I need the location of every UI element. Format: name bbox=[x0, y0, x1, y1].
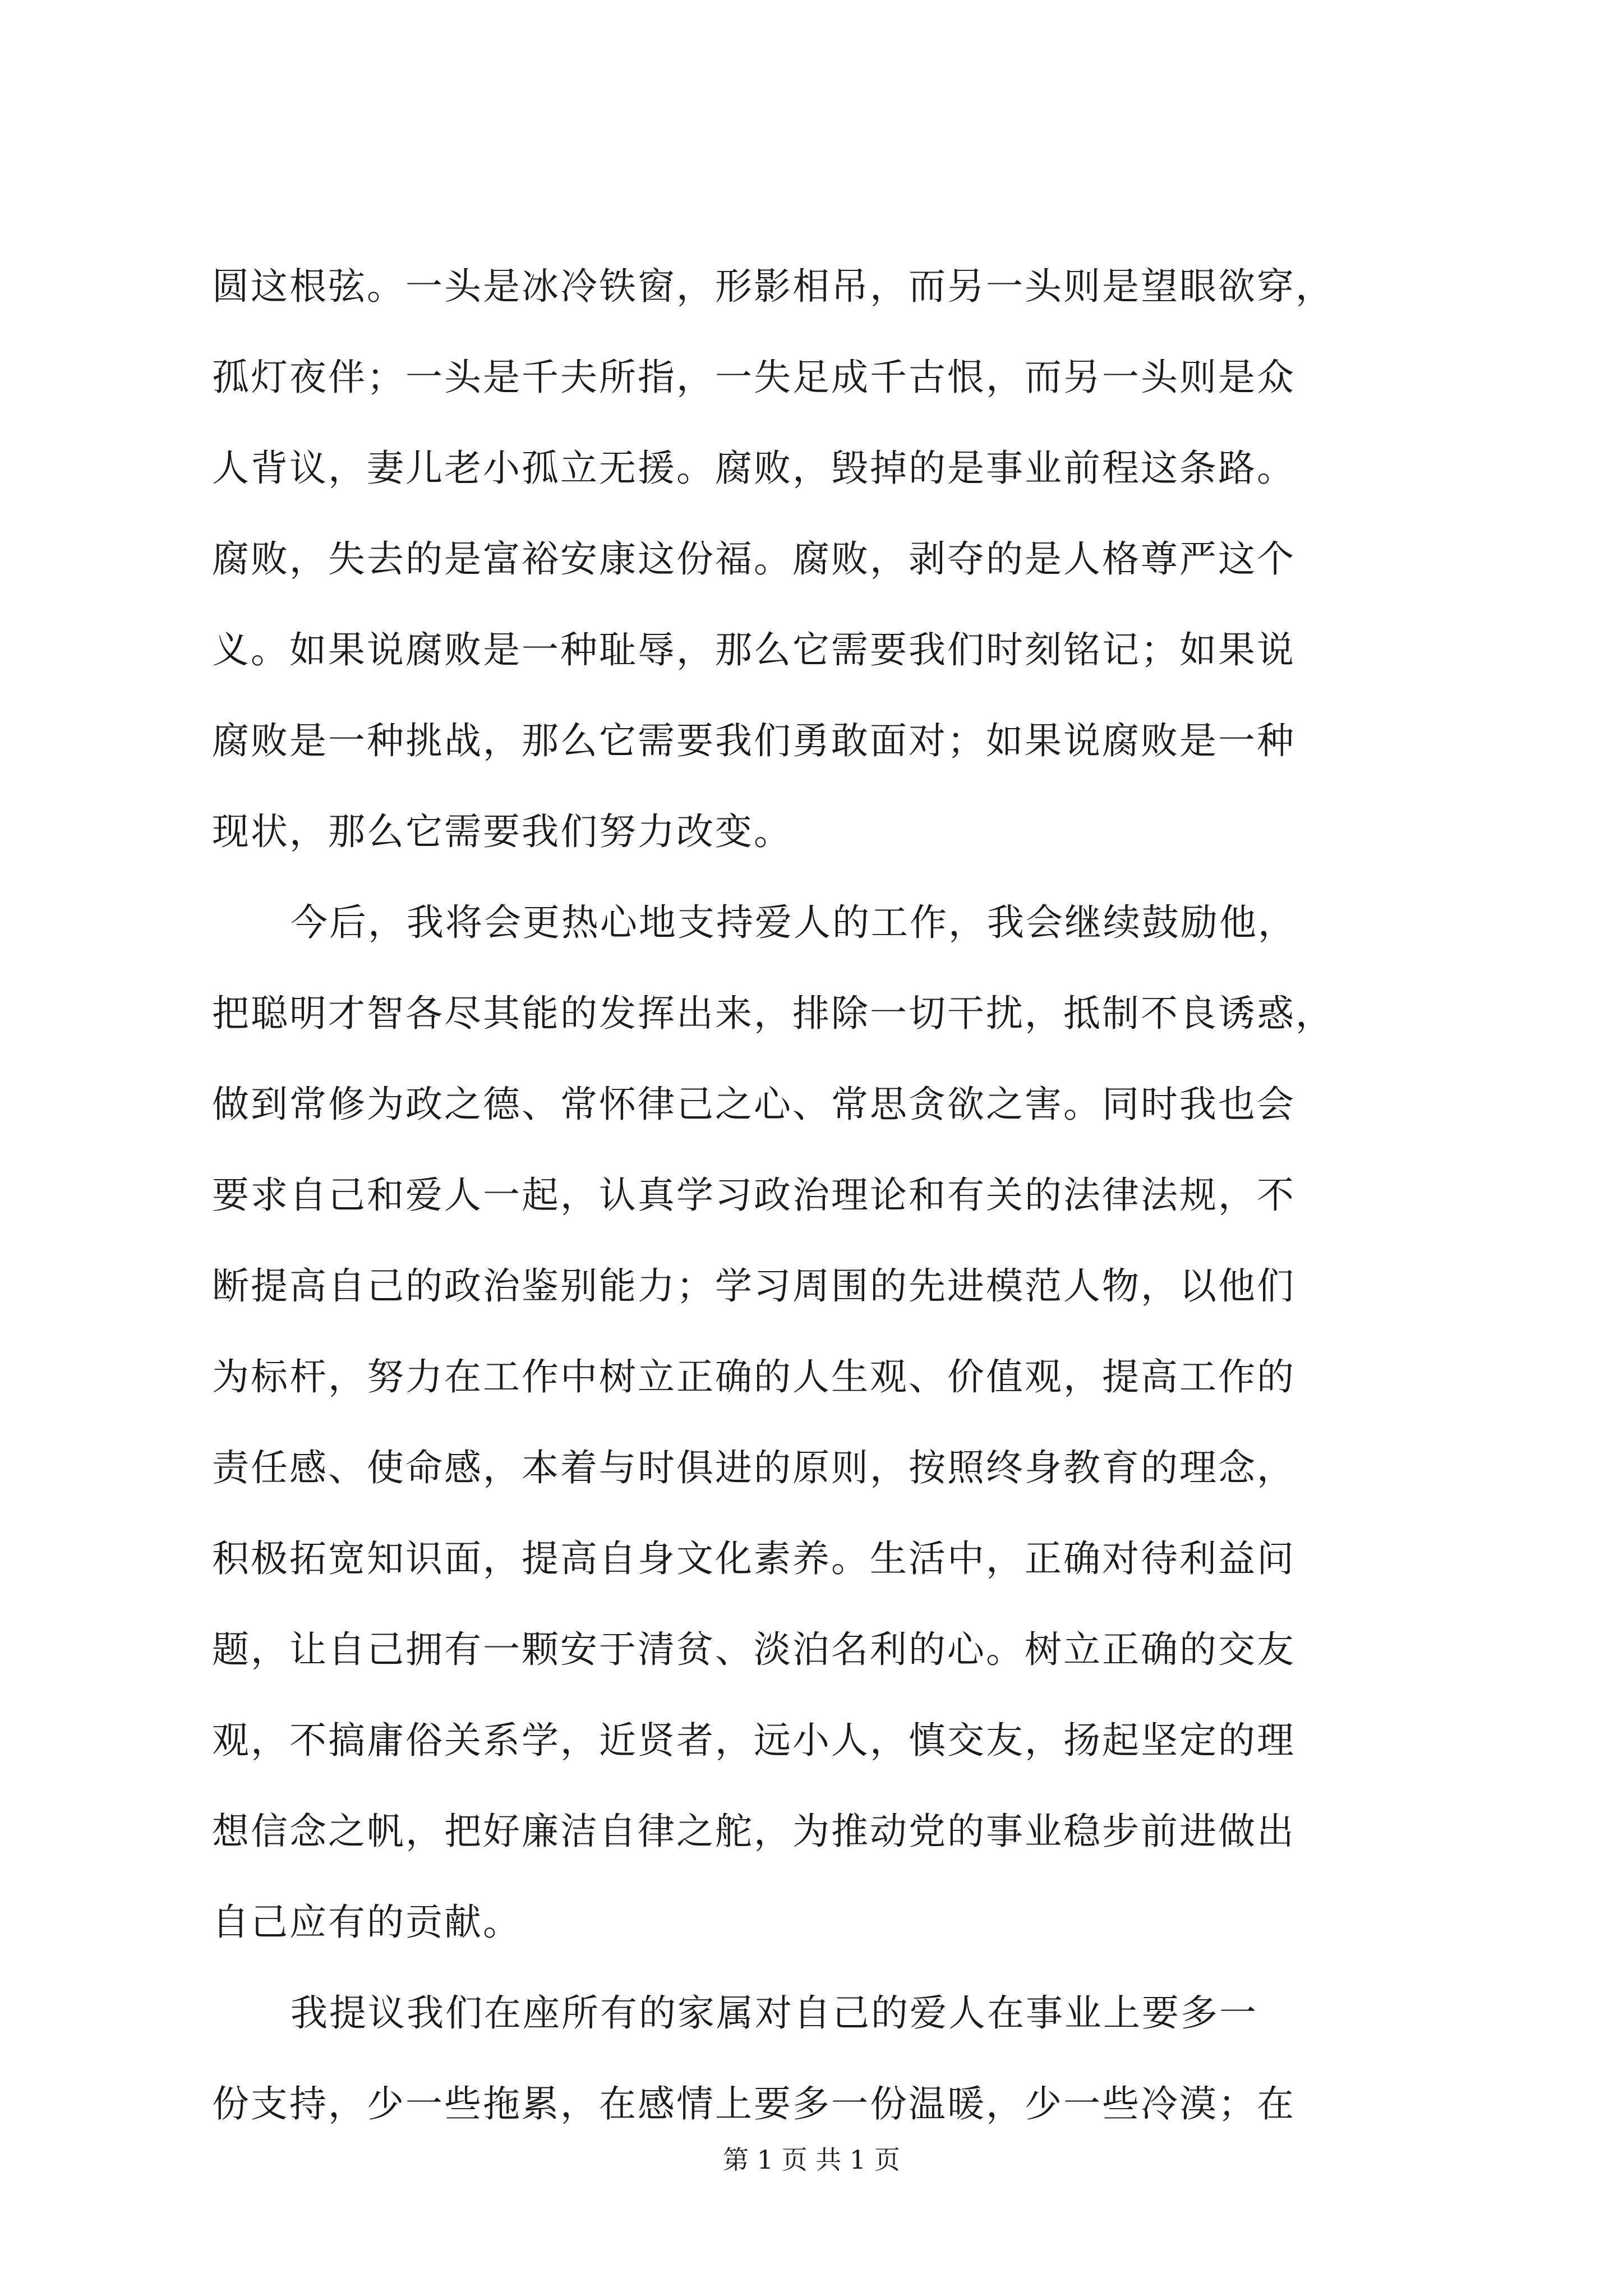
text-line: 想信念之帆，把好廉洁自律之舵，为推动党的事业稳步前进做出 bbox=[212, 1810, 1295, 1853]
text-line: 断提高自己的政治鉴别能力；学习周围的先进模范人物，以他们 bbox=[212, 1264, 1295, 1308]
text-line: 观，不搞庸俗关系学，近贤者，远小人，慎交友，扬起坚定的理 bbox=[212, 1719, 1295, 1762]
page-footer: 第 1 页 共 1 页 bbox=[723, 2145, 900, 2175]
text-line: 现状，那么它需要我们努力改变。 bbox=[212, 810, 792, 853]
text-line: 义。如果说腐败是一种耻辱，那么它需要我们时刻铭记；如果说 bbox=[212, 628, 1295, 671]
text-line: 孤灯夜伴；一头是千夫所指，一失足成千古恨，而另一头则是众 bbox=[212, 356, 1295, 399]
text-line: 把聪明才智各尽其能的发挥出来，排除一切干扰，抵制不良诱惑， bbox=[212, 992, 1334, 1035]
text-line: 为标杆，努力在工作中树立正确的人生观、价值观，提高工作的 bbox=[212, 1355, 1295, 1398]
text-line: 人背议，妻儿老小孤立无援。腐败，毁掉的是事业前程这条路。 bbox=[212, 447, 1295, 490]
text-line: 圆这根弦。一头是冰冷铁窗，形影相吊，而另一头则是望眼欲穿， bbox=[212, 265, 1334, 308]
text-line: 今后，我将会更热心地支持爱人的工作，我会继续鼓励他， bbox=[291, 901, 1297, 944]
text-line: 我提议我们在座所有的家属对自己的爱人在事业上要多一 bbox=[291, 1991, 1258, 2035]
text-line: 腐败是一种挑战，那么它需要我们勇敢面对；如果说腐败是一种 bbox=[212, 719, 1295, 762]
text-line: 份支持，少一些拖累，在感情上要多一份温暖，少一些冷漠；在 bbox=[212, 2082, 1295, 2125]
text-line: 自己应有的贡献。 bbox=[212, 1901, 522, 1944]
text-line: 责任感、使命感，本着与时俱进的原则，按照终身教育的理念， bbox=[212, 1446, 1295, 1489]
text-line: 腐败，失去的是富裕安康这份福。腐败，剥夺的是人格尊严这个 bbox=[212, 537, 1295, 581]
text-line: 题，让自己拥有一颗安于清贫、淡泊名利的心。树立正确的交友 bbox=[212, 1628, 1295, 1671]
text-line: 要求自己和爱人一起，认真学习政治理论和有关的法律法规，不 bbox=[212, 1174, 1295, 1217]
text-line: 积极拓宽知识面，提高自身文化素养。生活中，正确对待利益问 bbox=[212, 1537, 1295, 1580]
text-line: 做到常修为政之德、常怀律己之心、常思贪欲之害。同时我也会 bbox=[212, 1083, 1295, 1126]
